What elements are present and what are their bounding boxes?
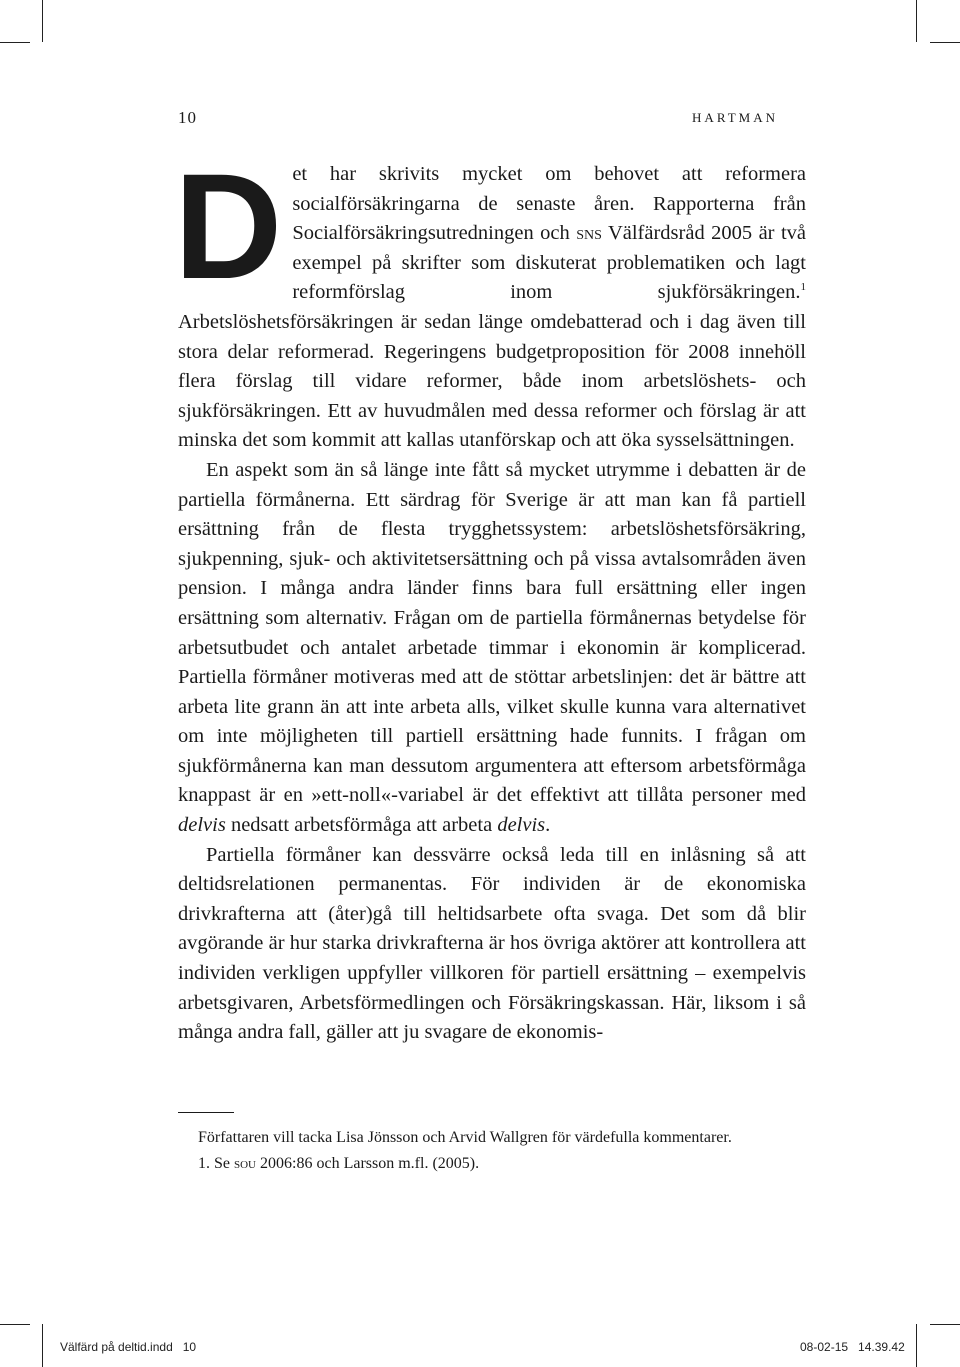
paragraph-1-text: et har skrivits mycket om behovet att reformera socialförsäkringarna de senaste åren. Rapporterna från Socialförsäkringsutredningen och xyxy=(292,163,806,245)
running-head xyxy=(178,108,778,132)
footnote-text: Se xyxy=(214,1155,230,1172)
crop-mark xyxy=(916,1324,917,1367)
footnote-reference: 1 xyxy=(800,281,806,294)
paragraph-3-text: Partiella förmåner kan dessvärre också leda till en inlåsning så att deltidsrelationen permanentas. För individen är de ekonomiska drivkrafterna att (åter)gå till heltidsarbete ofta svaga. Det som då blir avgörande är hur starka drivkrafterna är hos övriga aktörer att kontrollera att individen verkligen uppfyller villkoren för partiell ersättning – exempelvis arbetsgivaren, Arbetsförmedlingen och Försäkringskassan. Här, liksom i så många andra fall, gäller att ju svagare de ekonomis- xyxy=(178,843,806,1044)
drop-cap: D xyxy=(174,142,283,310)
footnote-text: 2006:86 och Larsson m.fl. (2005). xyxy=(260,1155,480,1172)
paragraph-2 xyxy=(178,456,806,841)
footnotes xyxy=(198,1125,798,1177)
footnote-acknowledgement: Författaren vill tacka Lisa Jönsson och Arvid Wallgren för värdefulla kommentarer. xyxy=(198,1129,732,1146)
paragraph-1-text: Arbetslöshetsförsäkringen är sedan länge omdebatterad och i dag även till stora delar reformerad. Regeringens budgetproposition för 2008 innehöll flera förslag till vidare reformer, både inom arbetslöshets- och sjukförsäkringen. Ett av huvudmålen med dessa reformer och förslag är att minska det som kommit att kallas utanförskap och att öka sysselsättningen. xyxy=(178,310,806,452)
slug-file: Välfärd på deltid.indd 10 xyxy=(60,1340,197,1354)
paragraph-1-text: Välfärdsråd 2005 är två exempel på skrifter som diskuterat problematiken och lagt reformförslag inom sjukförsäkringen. xyxy=(292,222,806,304)
abbreviation-sns: sns xyxy=(576,222,602,245)
crop-mark xyxy=(42,1324,43,1367)
paragraph-2-text: nedsatt arbetsförmåga att arbeta xyxy=(230,814,493,837)
crop-mark xyxy=(0,1324,30,1325)
crop-mark xyxy=(0,42,30,43)
crop-mark xyxy=(930,1324,960,1325)
emphasis: delvis xyxy=(178,814,226,837)
crop-mark xyxy=(916,0,917,42)
paragraph-2-text: En aspekt som än så länge inte fått så mycket utrymme i debatten är de partiella förmånerna. Ett särdrag för Sverige är att man kan få partiell ersättning från de flesta trygghetssystem: arbetslöshetsförsäkring, sjukpenning, sjuk- och aktivitetsersättning och på vissa avtalsområden även pension. I många andra länder finns bara full ersättning eller ingen ersättning som alternativ. Frågan om de partiella förmånernas betydelse för arbetsutbudet och antalet arbetade timmar i ekonomin är komplicerad. Partiella förmåner motiveras med att de stöttar arbetslinjen: det är bättre att arbeta lite grann än att inte arbeta alls, vilket skulle kunna vara alternativet om inte möjligheten till partiell ersättning hade funnits. I frågan om sjukförmånerna kan man dessutom argumentera att eftersom arbetsförmåga knappast är en »ett-noll«-variabel är det effektivt att tillåta personer med xyxy=(178,458,806,807)
footnote-number: 1. xyxy=(198,1155,210,1172)
paragraph-1 xyxy=(174,142,806,456)
emphasis: delvis xyxy=(497,814,546,837)
footnote-rule xyxy=(178,1112,234,1113)
crop-mark xyxy=(930,42,960,43)
body-text xyxy=(174,142,806,1048)
page-number: 10 xyxy=(178,108,197,127)
paragraph-2-text: . xyxy=(545,814,551,837)
abbreviation-sou: sou xyxy=(234,1155,257,1172)
footnote-1 xyxy=(198,1151,798,1177)
running-title: HARTMAN xyxy=(692,110,778,125)
slug-timestamp: 08-02-15 14.39.42 xyxy=(800,1340,905,1354)
crop-mark xyxy=(42,0,43,42)
paragraph-3 xyxy=(178,841,806,1048)
